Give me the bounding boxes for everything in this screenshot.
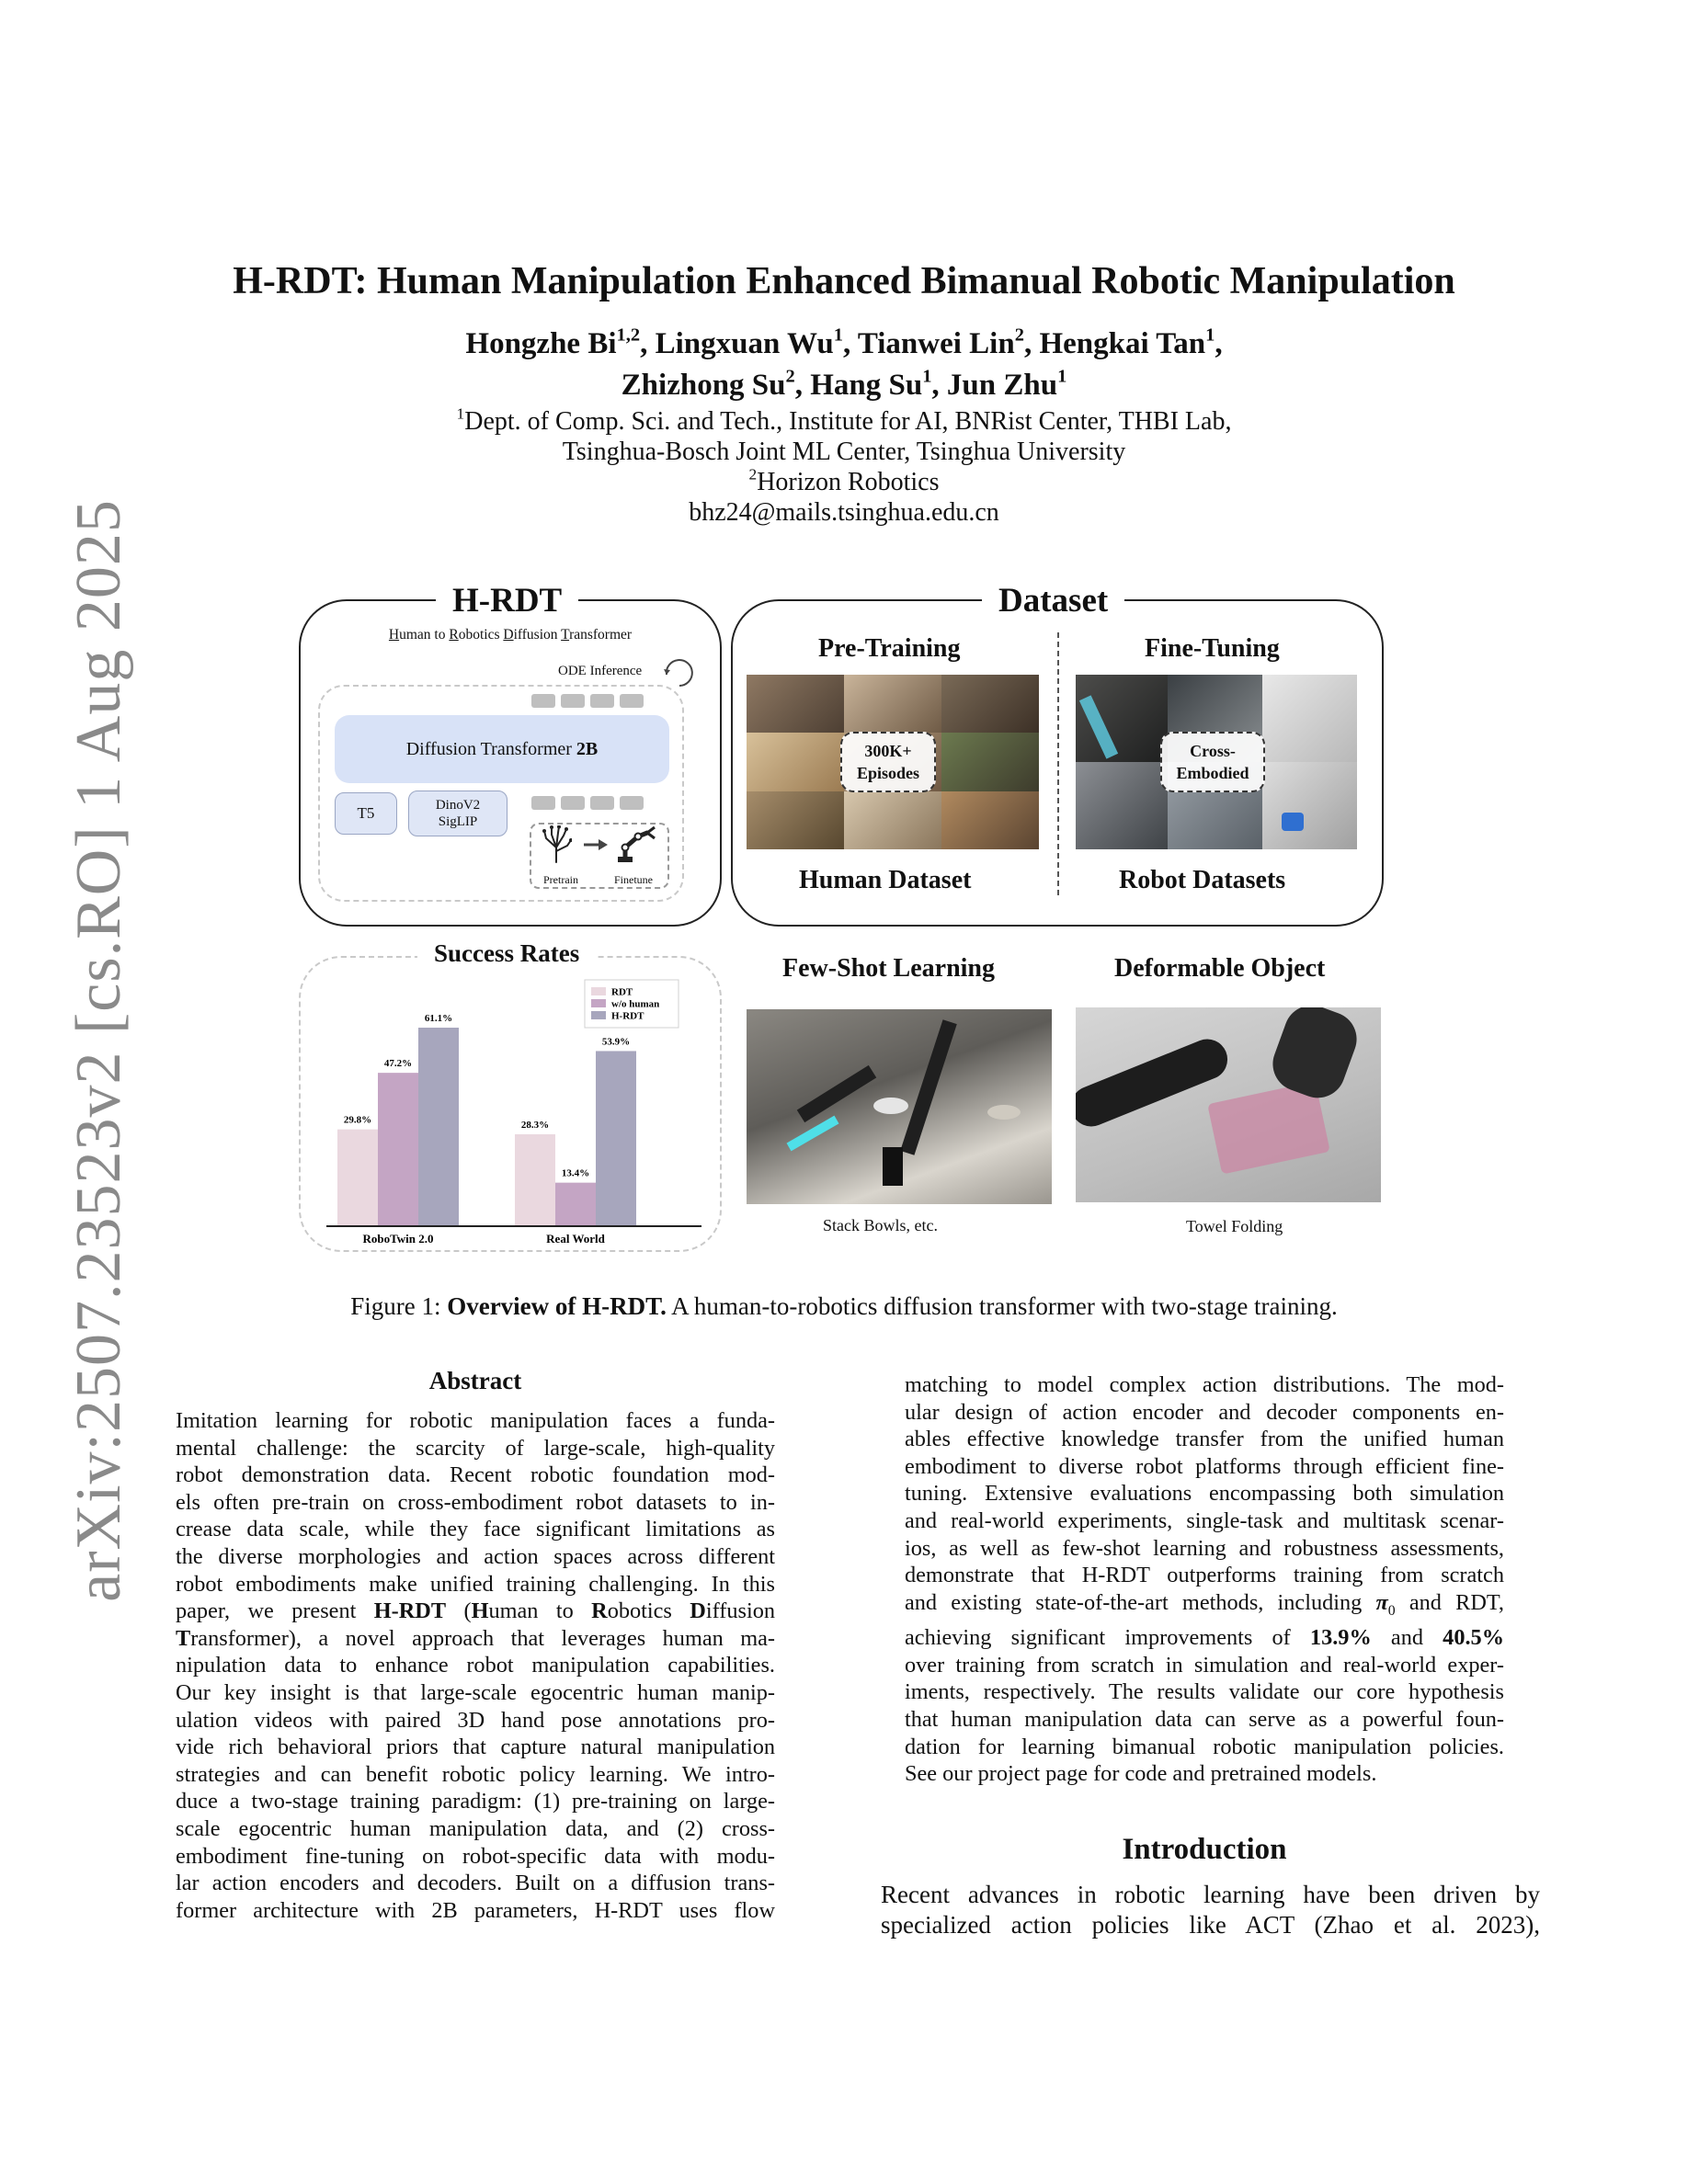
chart-x-ticks: [362, 1232, 605, 1246]
text-span: and: [1371, 1625, 1443, 1651]
author-affil: 1,2: [616, 324, 641, 346]
abstract-line: els often pre-train on cross-embodiment robot datasets to in-: [176, 1489, 775, 1515]
abstract-line: dation for learning bimanual robotic manipulation policies.: [905, 1734, 1504, 1759]
author-affil: 2: [1014, 324, 1024, 346]
text-span: achieving significant improvements of: [905, 1625, 1310, 1651]
affil-marker: 1: [456, 404, 465, 423]
abstract-line: and real-world experiments, single-task and multitask scenar-: [905, 1507, 1504, 1533]
introduction-line: Recent advances in robotic learning have been driven by: [881, 1881, 1540, 1908]
text-span: iffusion: [705, 1598, 775, 1624]
paper-title: H-RDT: Human Manipulation Enhanced Bimanual Robotic Manipulation: [233, 260, 1455, 302]
bar-value-label: 13.4%: [561, 1167, 590, 1179]
abstract-line: ulation videos with paired 3D hand pose annotations pro-: [176, 1707, 775, 1733]
author-name: , Hang Su: [794, 369, 923, 402]
emphasis: R: [591, 1598, 608, 1624]
abstract-line: [176, 1598, 775, 1625]
abstract-line: duce a two-stage training paradigm: (1) pre-training on large-: [176, 1789, 775, 1814]
hrdt-panel-title: H-RDT: [436, 581, 578, 620]
t5-encoder: T5: [335, 792, 397, 835]
text-span: ransformer), a novel approach that leverages human ma-: [190, 1625, 775, 1651]
abstract-heading: Abstract: [428, 1367, 522, 1394]
chart-title: Success Rates: [417, 939, 596, 968]
emphasis: D: [690, 1598, 706, 1624]
acronym-letter: R: [449, 627, 459, 643]
bar-rdt: [337, 1130, 378, 1226]
acronym-letter: T: [561, 627, 570, 643]
text-span: and RDT,: [1395, 1589, 1504, 1615]
bar-rdt: [515, 1134, 555, 1226]
abstract-line: that human manipulation data can serve as a powerful foun-: [905, 1706, 1504, 1732]
emphasis: H: [471, 1598, 489, 1624]
episodes-callout: [840, 732, 936, 792]
abstract-line: ular design of action encoder and decoder components en-: [905, 1399, 1504, 1425]
x-tick-label: RoboTwin 2.0: [362, 1232, 434, 1246]
emphasis: T: [176, 1625, 191, 1651]
state-token: [561, 796, 585, 810]
human-dataset-label: Human Dataset: [799, 866, 972, 894]
emphasis: 40.5%: [1443, 1625, 1504, 1651]
legend-label: H-RDT: [611, 1010, 644, 1022]
abstract-line: ables effective knowledge transfer from the unified human: [905, 1427, 1504, 1452]
abstract-line: iments, respectively. The results validate our core hypothesis: [905, 1679, 1504, 1705]
abstract-line: embodiment fine-tuning on robot-specific data with modu-: [176, 1843, 775, 1869]
affil-text: Horizon Robotics: [757, 468, 940, 496]
legend-swatch: [591, 1011, 606, 1019]
author-affil: 1: [833, 324, 843, 346]
pi-subscript: 0: [1387, 1602, 1396, 1619]
text-span: obotics: [607, 1598, 690, 1624]
text-span: paper, we present: [176, 1598, 374, 1624]
arrow-right-icon: [583, 838, 609, 851]
few-shot-title: Few-Shot Learning: [782, 954, 995, 983]
emphasis: 13.9%: [1309, 1625, 1372, 1651]
author-line-1: [129, 324, 1559, 365]
bar-value-label: 28.3%: [520, 1119, 550, 1131]
state-token: [620, 796, 644, 810]
abstract-line: Our key insight is that large-scale egocentric human manip-: [176, 1679, 775, 1705]
bar-value-label: 47.2%: [383, 1058, 413, 1070]
author-name: , Hengkai Tan: [1023, 327, 1206, 360]
finetune-label: Finetune: [614, 873, 653, 886]
diffusion-transformer-block: [335, 715, 669, 783]
introduction-body: [881, 1880, 1540, 1940]
introduction-line: specialized action policies like ACT (Zhao et al. 2023),: [881, 1911, 1540, 1939]
introduction-heading: Introduction: [1122, 1833, 1287, 1866]
legend-swatch: [591, 999, 606, 1007]
email: bhz24@mails.tsinghua.edu.cn: [689, 498, 999, 527]
abstract-line: Imitation learning for robotic manipulation faces a funda-: [176, 1408, 775, 1433]
text-span: uman to: [488, 1598, 592, 1624]
abstract-line: embodiment to diverse robot platforms through efficient fine-: [905, 1453, 1504, 1479]
author-name: , Lingxuan Wu: [640, 327, 834, 360]
abstract-line: [176, 1625, 775, 1653]
abstract-line: tuning. Extensive evaluations encompassing both simulation: [905, 1481, 1504, 1507]
author-affil: 1: [922, 366, 932, 387]
abstract-line: the diverse morphologies and action spaces across different: [176, 1543, 775, 1569]
embodied-word: Embodied: [1176, 764, 1249, 782]
acronym-text: iffusion: [513, 627, 562, 643]
robot-datasets-label: Robot Datasets: [1119, 866, 1286, 894]
dino-label: DinoV2: [435, 798, 481, 813]
human-hand-icon: [541, 825, 572, 864]
figure-caption-prefix: Figure 1:: [350, 1292, 448, 1320]
acronym-letter: H: [388, 627, 400, 643]
abstract-line: lar action encoders and decoders. Built on a diffusion trans-: [176, 1871, 775, 1896]
success-rates-chart: [299, 974, 722, 1252]
affil-marker: 2: [748, 465, 758, 483]
few-shot-image: [747, 1009, 1052, 1204]
abstract-line: matching to model complex action distributions. The mod-: [905, 1372, 1504, 1397]
abstract-line: robot demonstration data. Recent robotic foundation mod-: [176, 1462, 775, 1488]
bar-value-label: 53.9%: [601, 1036, 631, 1048]
cross-embodied-callout: [1160, 732, 1265, 792]
deformable-image: [1076, 1007, 1381, 1202]
emphasis: H-RDT: [373, 1598, 447, 1624]
abstract-line: demonstrate that H-RDT outperforms training from scratch: [905, 1563, 1504, 1588]
author-affil: 1: [1205, 324, 1215, 346]
abstract-line: See our project page for code and pretrained models.: [905, 1761, 1377, 1787]
acronym-text: ransformer: [569, 627, 633, 643]
robot-arm-icon: [614, 825, 656, 864]
chart-bars: [337, 1013, 636, 1226]
affiliation-1-cont: Tsinghua-Bosch Joint ML Center, Tsinghua University: [562, 438, 1126, 466]
siglip-label: SigLIP: [438, 814, 478, 829]
affil-text: Dept. of Comp. Sci. and Tech., Institute for AI, BNRist Center, THBI Lab,: [464, 407, 1232, 436]
author-name: , Tianwei Lin: [842, 327, 1015, 360]
affiliation-2: [129, 467, 1559, 497]
vision-encoder: [408, 791, 508, 836]
author-name: Hongzhe Bi: [465, 327, 617, 360]
author-name: , Jun Zhu: [931, 369, 1058, 402]
few-shot-caption: Stack Bowls, etc.: [823, 1216, 938, 1234]
abstract-body: [176, 1407, 775, 1924]
pi-symbol: π: [1375, 1589, 1388, 1615]
deformable-title: Deformable Object: [1114, 954, 1326, 983]
author-list: [129, 324, 1559, 406]
acronym-letter: D: [503, 627, 514, 643]
state-token: [590, 796, 614, 810]
chart-legend: [585, 980, 679, 1028]
text-span: (: [446, 1598, 472, 1624]
abstract-line: crease data scale, while they face significant limitations as: [176, 1517, 775, 1542]
episodes-word: Episodes: [856, 764, 920, 782]
legend-label: w/o human: [611, 998, 660, 1010]
bar-w-o-human: [378, 1073, 418, 1226]
abstract-line: [905, 1624, 1504, 1652]
ode-inference-label: ODE Inference: [558, 664, 643, 678]
dataset-panel-title: Dataset: [982, 581, 1124, 620]
bar-h-rdt: [596, 1051, 636, 1226]
author-separator: ,: [1215, 327, 1223, 360]
legend-swatch: [591, 987, 606, 995]
pretrain-label: Pretrain: [543, 873, 578, 886]
abstract-line: former architecture with 2B parameters, H-RDT uses flow: [176, 1897, 775, 1923]
abstract-line: robot embodiments make unified training challenging. In this: [176, 1571, 775, 1597]
legend-label: RDT: [611, 986, 633, 998]
bar-value-label: 29.8%: [343, 1114, 372, 1126]
bar-h-rdt: [418, 1028, 459, 1226]
abstract-continued: [905, 1371, 1504, 1788]
hrdt-expansion: [299, 627, 722, 643]
figure-caption-text: A human-to-robotics diffusion transformer with two-stage training.: [666, 1292, 1338, 1320]
pretraining-label: Pre-Training: [818, 634, 961, 663]
author-affil: 1: [1057, 366, 1067, 387]
action-token: [590, 694, 614, 708]
ode-loop-icon: [659, 654, 696, 691]
arxiv-identifier: arXiv:2507.23523v2 [cs.RO] 1 Aug 2025: [63, 499, 134, 1602]
state-token: [531, 796, 555, 810]
abstract-line: nipulation data to enhance robot manipulation capabilities.: [176, 1653, 775, 1678]
figure-caption-bold: Overview of H-RDT.: [447, 1292, 667, 1320]
author-line-2: [129, 365, 1559, 406]
bar-value-label: 61.1%: [424, 1013, 453, 1024]
abstract-line: over training from scratch in simulation and real-world exper-: [905, 1652, 1504, 1678]
abstract-line: strategies and can benefit robotic policy learning. We intro-: [176, 1761, 775, 1787]
author-name: Zhizhong Su: [621, 369, 786, 402]
bar-w-o-human: [555, 1183, 596, 1226]
abstract-line: [905, 1589, 1504, 1624]
x-tick-label: Real World: [546, 1232, 605, 1246]
abstract-line: mental challenge: the scarcity of large-scale, high-quality: [176, 1435, 775, 1461]
dit-size: 2B: [576, 738, 599, 759]
affiliation-1: [129, 406, 1559, 437]
figure-caption: [110, 1292, 1578, 1321]
acronym-text: obotics: [458, 627, 504, 643]
action-token: [531, 694, 555, 708]
cross-word: Cross-: [1190, 742, 1236, 760]
abstract-line: scale egocentric human manipulation data, and (2) cross-: [176, 1815, 775, 1841]
acronym-text: uman to: [399, 627, 450, 643]
abstract-line: ios, as well as few-shot learning and robustness assessments,: [905, 1535, 1504, 1561]
author-affil: 2: [785, 366, 795, 387]
episodes-count: 300K+: [864, 742, 912, 760]
abstract-line: vide rich behavioral priors that capture natural manipulation: [176, 1735, 775, 1760]
action-token: [620, 694, 644, 708]
action-token: [561, 694, 585, 708]
dataset-divider: [1057, 632, 1059, 895]
deformable-caption: Towel Folding: [1186, 1217, 1283, 1235]
dit-label: Diffusion Transformer: [405, 738, 572, 759]
finetuning-label: Fine-Tuning: [1145, 634, 1280, 663]
text-span: and existing state-of-the-art methods, including: [905, 1589, 1376, 1615]
